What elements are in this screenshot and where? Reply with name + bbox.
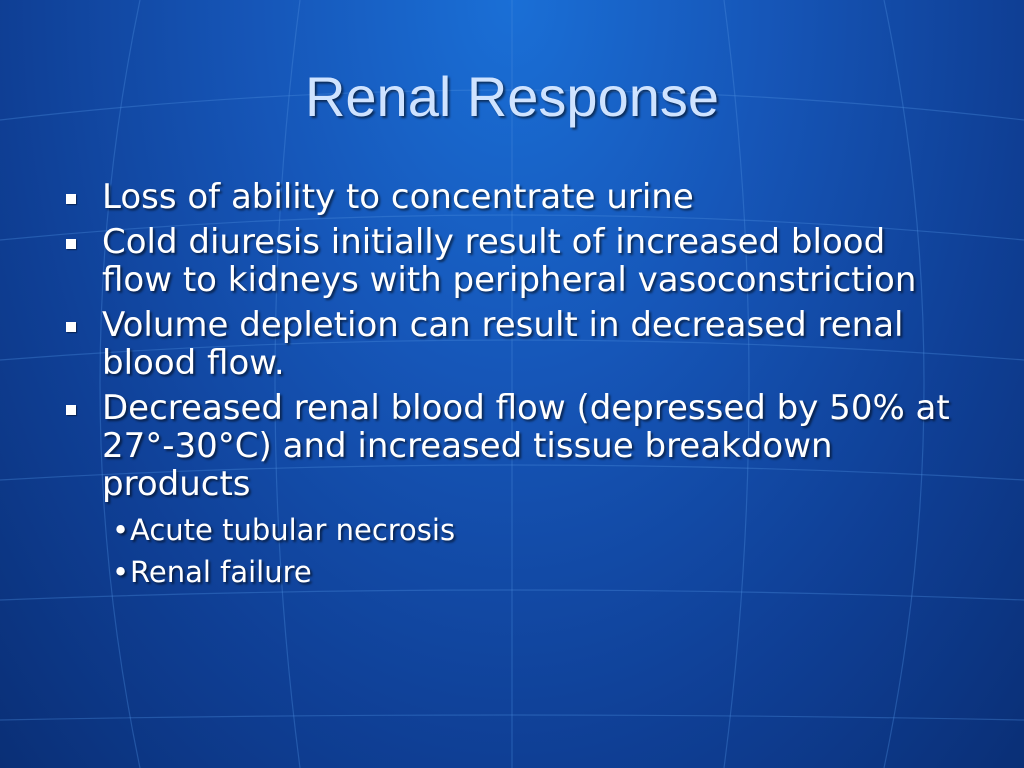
bullet-list bbox=[60, 178, 960, 600]
bullet-item bbox=[60, 306, 960, 382]
bullet-item bbox=[60, 178, 960, 216]
sub-bullet-item bbox=[102, 509, 960, 551]
slide-title: Renal Response bbox=[304, 65, 720, 128]
sub-bullet-text: Acute tubular necrosis bbox=[130, 513, 456, 547]
sub-bullet-text: Renal failure bbox=[130, 555, 312, 589]
square-bullet-icon bbox=[66, 194, 76, 204]
bullet-text: Volume depletion can result in decreased renal blood flow. bbox=[102, 305, 904, 383]
bullet-item bbox=[60, 389, 960, 593]
square-bullet-icon bbox=[66, 322, 76, 332]
bullet-text: Decreased renal blood flow (depressed by 50% at 27°-30°C) and increased tissue breakdown products bbox=[102, 388, 950, 504]
bullet-item bbox=[60, 223, 960, 299]
dot-bullet-icon: • bbox=[112, 555, 130, 589]
square-bullet-icon bbox=[66, 405, 76, 415]
square-bullet-icon bbox=[66, 239, 76, 249]
bullet-text: Loss of ability to concentrate urine bbox=[102, 177, 694, 217]
sub-bullet-item bbox=[102, 551, 960, 593]
dot-bullet-icon: • bbox=[112, 513, 130, 547]
sub-bullet-list bbox=[102, 509, 960, 593]
bullet-text: Cold diuresis initially result of increased blood flow to kidneys with peripheral vasoconstriction bbox=[102, 222, 917, 300]
